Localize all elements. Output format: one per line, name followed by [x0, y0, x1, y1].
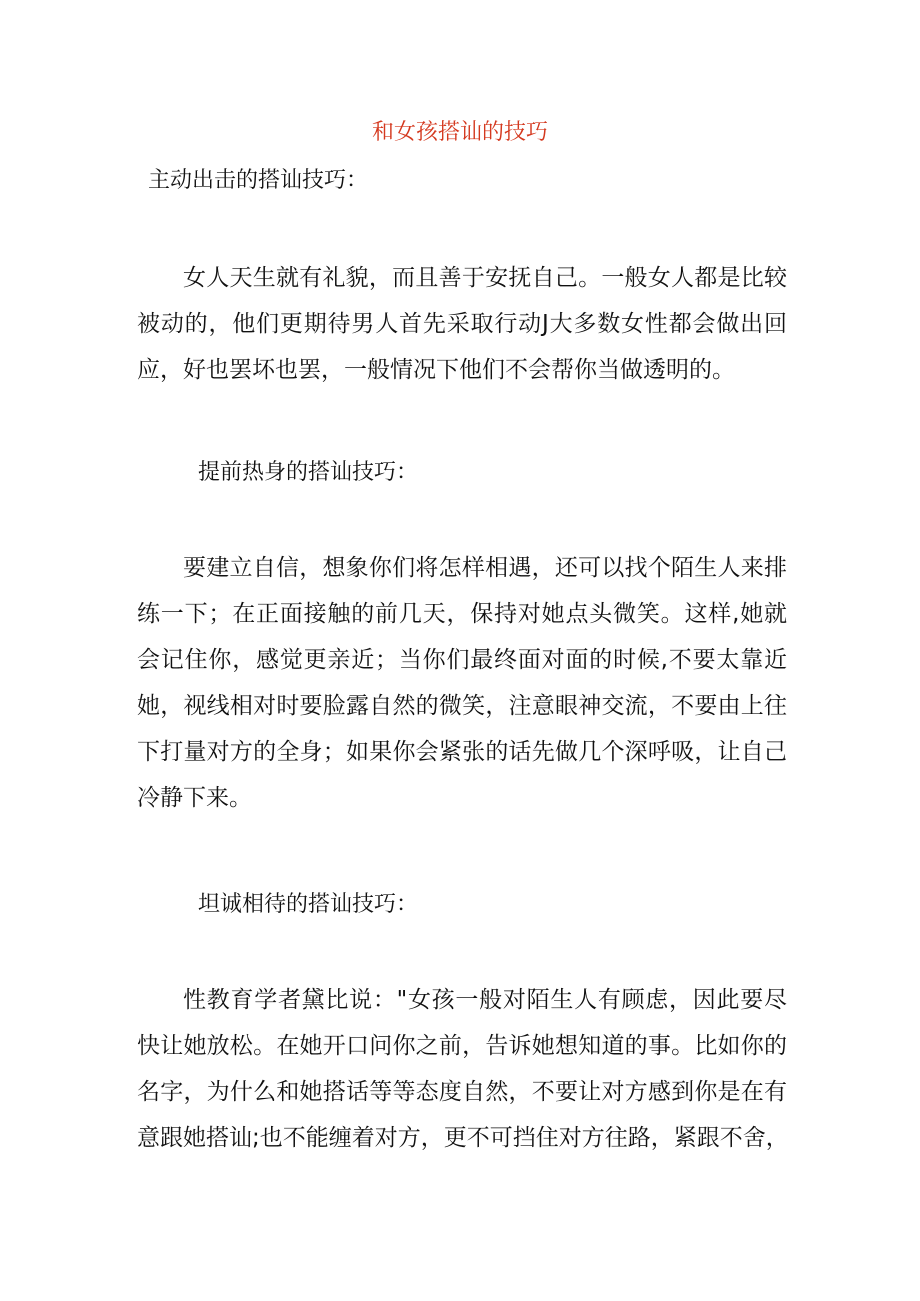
- paragraph-warmup: [137, 545, 787, 821]
- paragraph-line: 应，好也罢坏也罢，一般情况下他们不会帮你当做透明的。: [137, 357, 735, 383]
- paragraph-initiative: [137, 255, 787, 393]
- paragraph-line: 会记住你，感觉更亲近；当你们最终面对面的时候,不要太靠近: [137, 647, 787, 673]
- paragraph-line: 她，视线相对时要脸露自然的微笑，注意眼神交流，不要由上往: [137, 693, 787, 719]
- paragraph-line: 要建立自信，想象你们将怎样相遇，还可以找个陌生人来排: [183, 555, 787, 581]
- paragraph-line: 练一下；在正面接触的前几天，保持对她点头微笑。这样,她就: [137, 601, 787, 627]
- section-heading-honesty: 坦诚相待的搭讪技巧：: [198, 892, 419, 917]
- paragraph-line: 性教育学者黛比说："女孩一般对陌生人有顾虑，因此要尽: [183, 987, 787, 1013]
- document-title: 和女孩搭讪的技巧: [371, 120, 548, 145]
- section-heading-warmup: 提前热身的搭讪技巧：: [198, 460, 419, 485]
- paragraph-line: 冷静下来。: [137, 785, 252, 811]
- paragraph-line: 意跟她搭讪;也不能缠着对方，更不可挡住对方往路，紧跟不舍，: [137, 1125, 789, 1151]
- paragraph-line: 名字，为什么和她搭话等等态度自然，不要让对方感到你是在有: [137, 1079, 787, 1105]
- paragraph-line: 快让她放松。在她开口问你之前，告诉她想知道的事。比如你的: [137, 1033, 787, 1059]
- paragraph-line: 被动的，他们更期待男人首先采取行动J大多数女性都会做出回: [137, 311, 787, 337]
- paragraph-honesty: [137, 977, 787, 1161]
- paragraph-line: 女人天生就有礼貌，而且善于安抚自己。一般女人都是比较: [183, 265, 787, 291]
- section-heading-initiative: 主动出击的搭讪技巧：: [148, 168, 369, 193]
- paragraph-line: 下打量对方的全身；如果你会紧张的话先做几个深呼吸，让自己: [137, 739, 787, 765]
